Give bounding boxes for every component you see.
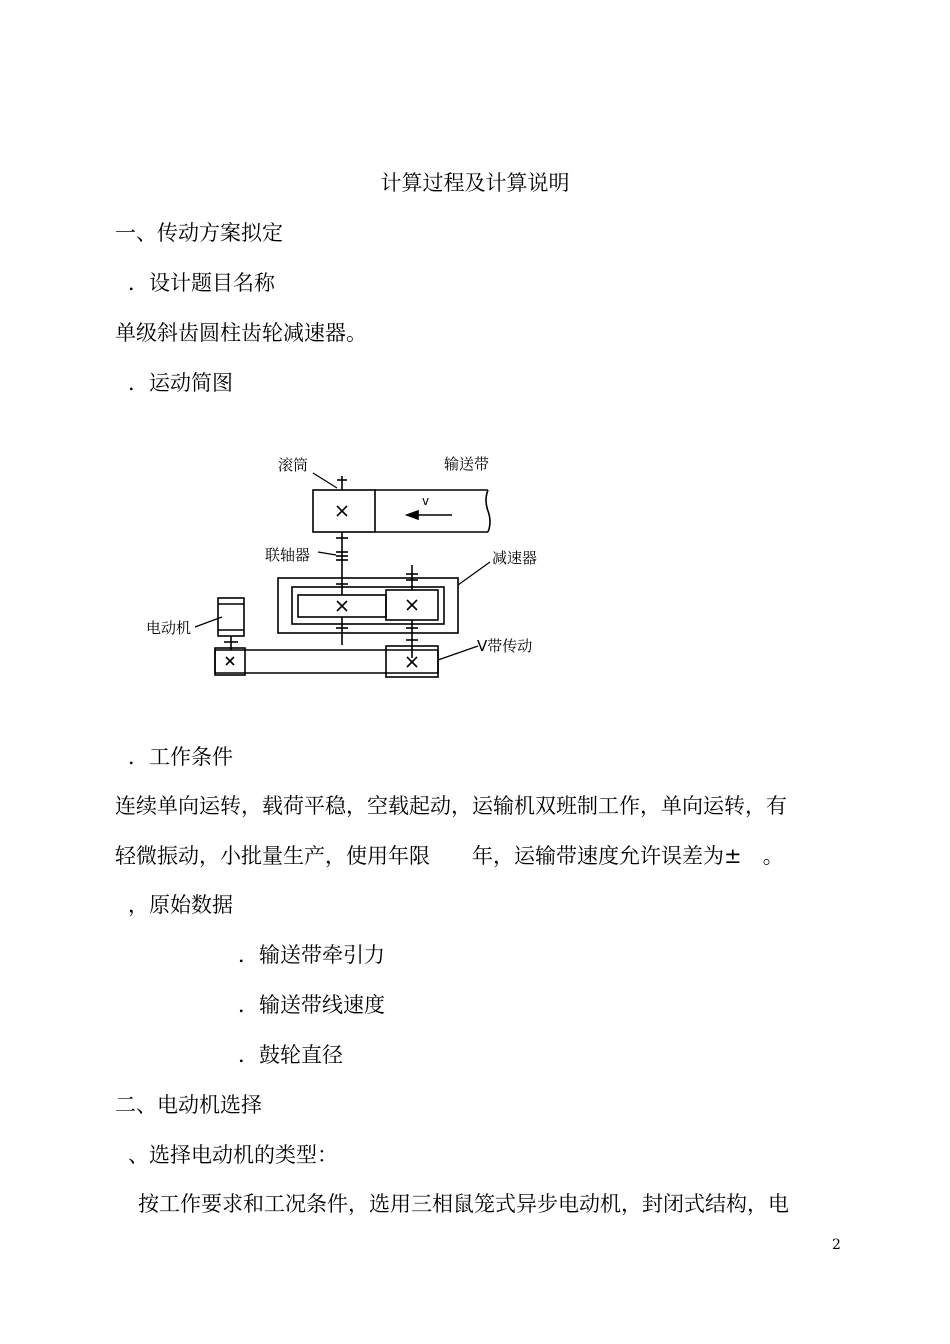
item2-heading: ．运动简图 — [128, 371, 233, 395]
page-number: 2 — [832, 1237, 841, 1253]
data-item-1: ．输送带牵引力 — [238, 943, 385, 967]
item4-heading: ，原始数据 — [128, 893, 233, 917]
item3-text-line2: 轻微振动，小批量生产，使用年限 年，运输带速度允许误差为± 。 — [115, 844, 784, 868]
sub1-text: 按工作要求和工况条件，选用三相鼠笼式异步电动机，封闭式结构，电 — [138, 1192, 789, 1216]
item3-heading: ．工作条件 — [128, 745, 233, 769]
section1-heading: 一、传动方案拟定 — [115, 221, 283, 245]
label-belt: 输送带 — [444, 455, 490, 473]
label-vbelt: V带传动 — [477, 637, 533, 655]
item3-text-line1: 连续单向运转，载荷平稳，空载起动，运输机双班制工作，单向运转，有 — [115, 794, 787, 818]
item1-text: 单级斜齿圆柱齿轮减速器。 — [115, 321, 367, 345]
label-reducer: 减速器 — [492, 549, 538, 567]
reducer-housing-inner — [292, 587, 444, 624]
belt-break-line — [486, 490, 490, 532]
label-drum: 滚筒 — [278, 456, 309, 474]
data-item-2: ．输送带线速度 — [238, 993, 385, 1017]
document-title: 计算过程及计算说明 — [380, 171, 570, 195]
drum-shape — [313, 490, 375, 532]
label-coupling: 联轴器 — [265, 546, 311, 564]
label-velocity: v — [422, 494, 430, 508]
item1-heading: ．设计题目名称 — [128, 271, 275, 295]
data-item-3: ．鼓轮直径 — [238, 1043, 343, 1067]
label-motor: 电动机 — [146, 619, 192, 637]
sub1-heading: 、选择电动机的类型： — [128, 1143, 338, 1167]
section2-heading: 二、电动机选择 — [115, 1093, 262, 1117]
